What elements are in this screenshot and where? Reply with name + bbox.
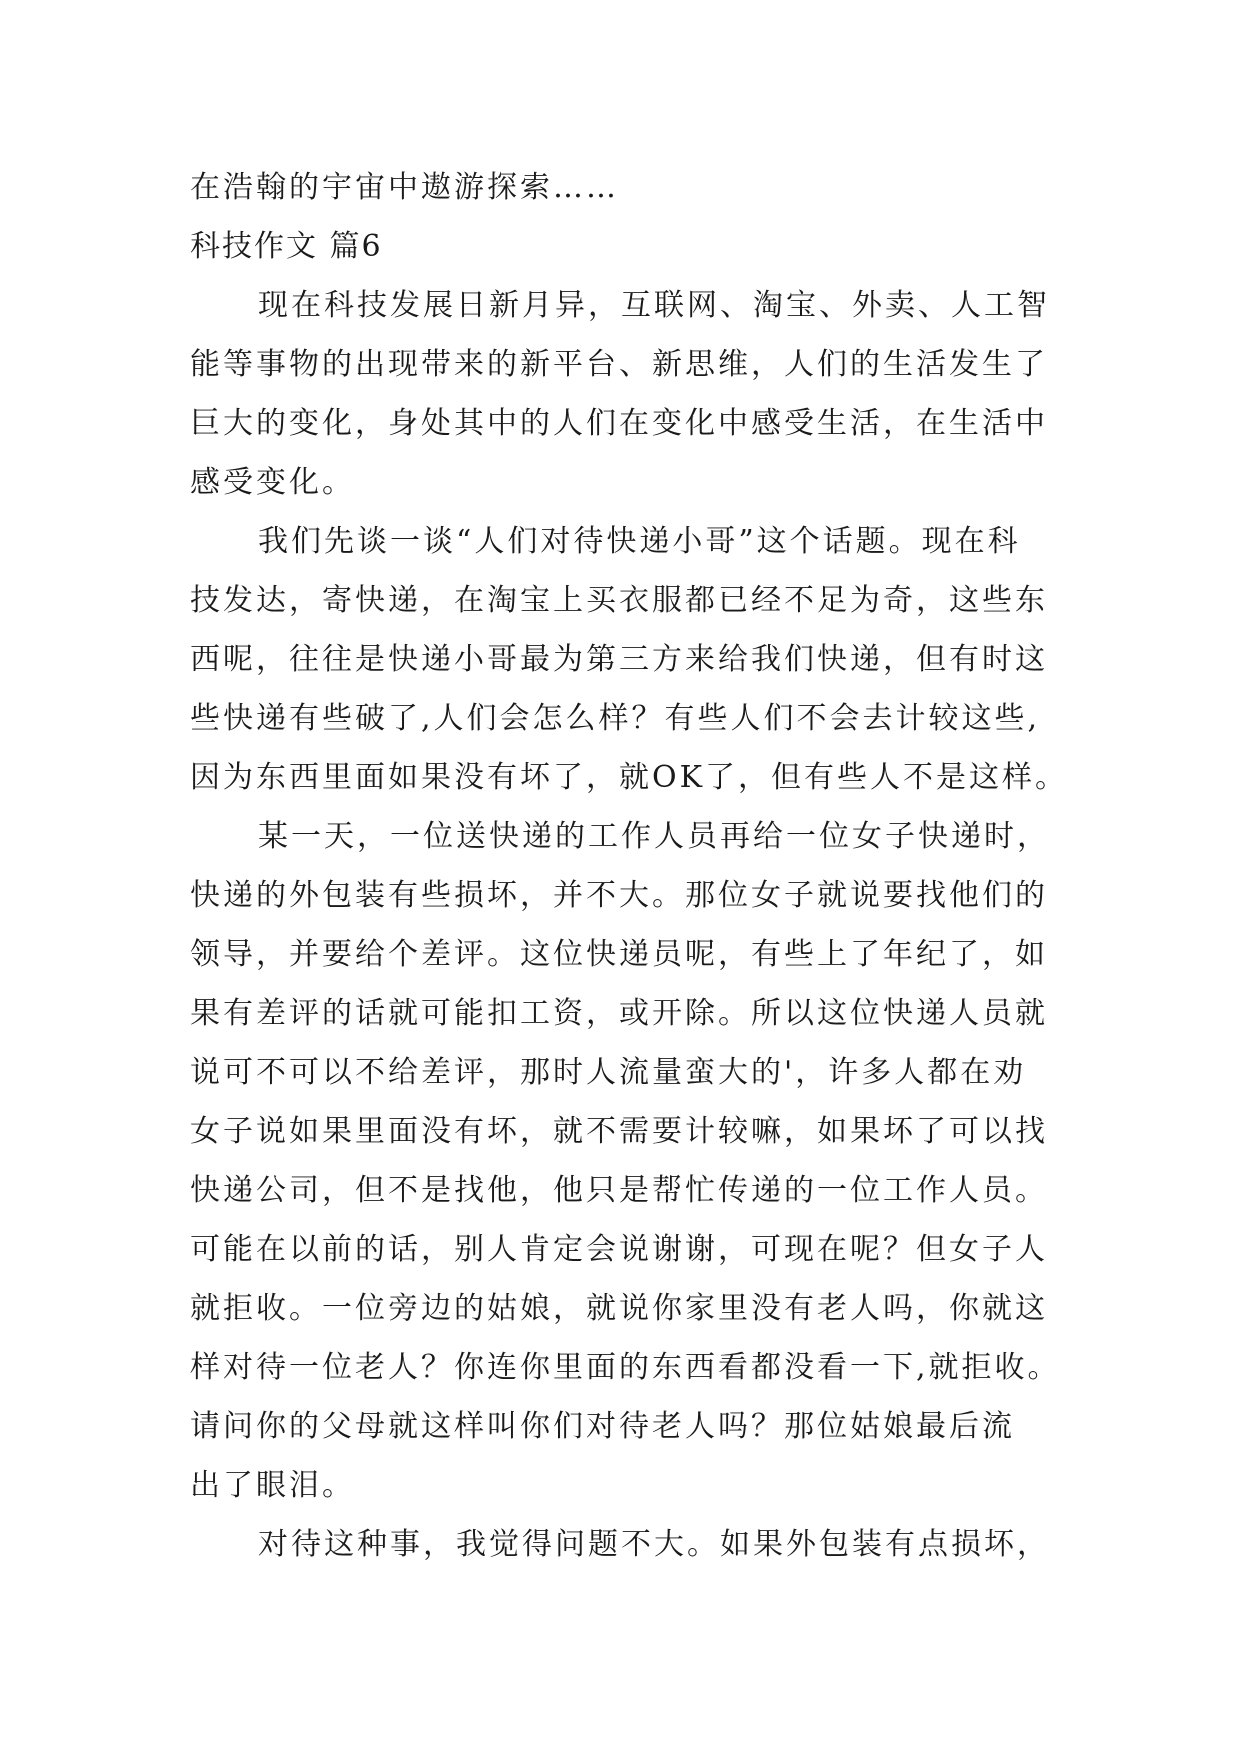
- paragraph-line: 对待这种事，我觉得问题不大。如果外包装有点损坏，: [258, 1527, 1050, 1562]
- paragraph-line: 感受变化。: [190, 465, 355, 500]
- section-heading: 科技作文 篇6: [190, 229, 383, 264]
- paragraph: [190, 512, 1070, 807]
- paragraph-line: 我们先谈一谈“人们对待快递小哥”这个话题。现在科: [258, 524, 1021, 559]
- paragraph-line: 就拒收。一位旁边的姑娘，就说你家里没有老人吗，你就这: [190, 1291, 1048, 1326]
- paragraph-line: 巨大的变化，身处其中的人们在变化中感受生活，在生活中: [190, 406, 1048, 441]
- document-page: [190, 158, 1070, 1574]
- paragraph-line: 些快递有些破了,人们会怎么样？有些人们不会去计较这些,: [190, 701, 1041, 736]
- paragraph-line: 快递的外包装有些损坏，并不大。那位女子就说要找他们的: [190, 878, 1048, 913]
- paragraph-line: 西呢，往往是快递小哥最为第三方来给我们快递，但有时这: [190, 642, 1048, 677]
- paragraph-line: 请问你的父母就这样叫你们对待老人吗？那位姑娘最后流: [190, 1409, 1015, 1444]
- paragraph: [190, 1515, 1070, 1574]
- paragraph: [190, 807, 1070, 1515]
- paragraph: [190, 276, 1070, 512]
- paragraph-line: 能等事物的出现带来的新平台、新思维，人们的生活发生了: [190, 347, 1048, 382]
- paragraph-line: 样对待一位老人？你连你里面的东西看都没看一下,就拒收。: [190, 1350, 1061, 1385]
- paragraph-line: 出了眼泪。: [190, 1468, 355, 1503]
- paragraph-line: 可能在以前的话，别人肯定会说谢谢，可现在呢？但女子人: [190, 1232, 1048, 1267]
- paragraph-line: 因为东西里面如果没有坏了，就OK了，但有些人不是这样。: [190, 760, 1069, 795]
- prev-paragraph-tail: 在浩翰的宇宙中遨游探索……: [190, 170, 619, 205]
- paragraph-line: 果有差评的话就可能扣工资，或开除。所以这位快递人员就: [190, 996, 1048, 1031]
- paragraph-line: 现在科技发展日新月异，互联网、淘宝、外卖、人工智: [258, 288, 1050, 323]
- paragraph-line: 领导，并要给个差评。这位快递员呢，有些上了年纪了，如: [190, 937, 1048, 972]
- paragraph-line: 技发达，寄快递，在淘宝上买衣服都已经不足为奇，这些东: [190, 583, 1048, 618]
- paragraph-line: 说可不可以不给差评，那时人流量蛮大的'，许多人都在劝: [190, 1055, 1027, 1090]
- paragraph-line: 快递公司，但不是找他，他只是帮忙传递的一位工作人员。: [190, 1173, 1048, 1208]
- paragraph-line: 某一天，一位送快递的工作人员再给一位女子快递时，: [258, 819, 1050, 854]
- paragraph-line: 女子说如果里面没有坏，就不需要计较嘛，如果坏了可以找: [190, 1114, 1048, 1149]
